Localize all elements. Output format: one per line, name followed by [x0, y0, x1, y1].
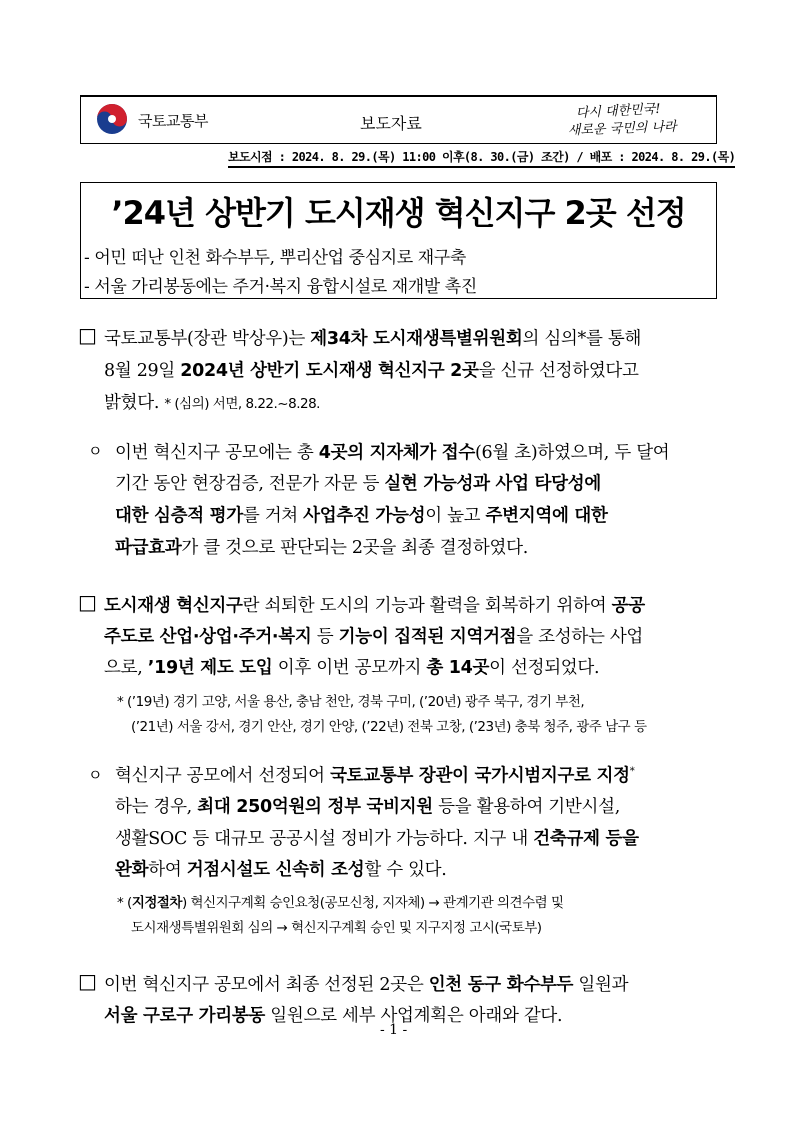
box-bullet: □ [78, 969, 97, 993]
page-number: - 1 - [380, 1022, 408, 1038]
para1-sub-line1: 이번 혁신지구 공모에는 총 4곳의 지자체가 접수(6월 초)하였으며, 두 달여 [115, 443, 670, 463]
slogan-handwriting [566, 99, 716, 139]
ministry-logo-icon [96, 103, 128, 135]
para1-sub-line4: 파급효과가 클 것으로 판단되는 2곳을 최종 결정하였다. [115, 538, 528, 558]
doc-type: 보도자료 [360, 114, 422, 133]
para1-sub-line2: 기간 동안 현장검증, 전문가 자문 등 실현 가능성과 사업 타당성에 [115, 474, 601, 494]
para2-line2: 주도로 산업·상업·주거·복지 등 기능이 집적된 지역거점을 조성하는 사업 [104, 627, 644, 647]
para1-line2: 8월 29일 2024년 상반기 도시재생 혁신지구 2곳을 신규 선정하였다고 [104, 361, 639, 381]
svg-text:다시 대한민국!: 다시 대한민국! [575, 101, 661, 122]
circle-bullet: ㅇ [88, 442, 103, 460]
para2-line1: 도시재생 혁신지구란 쇠퇴한 도시의 기능과 활력을 회복하기 위하여 공공 [104, 596, 645, 616]
para1-sub-line3: 대한 심층적 평가를 거쳐 사업추진 가능성이 높고 주변지역에 대한 [115, 506, 608, 526]
subtitle-2: - 서울 가리봉동에는 주거·복지 융합시설로 재개발 촉진 [84, 277, 477, 297]
circle-bullet: ㅇ [88, 766, 103, 784]
subtitle-1: - 어민 떠난 인천 화수부두, 뿌리산업 중심지로 재구축 [84, 248, 466, 268]
para3-line2: 서울 구로구 가리봉동 일원으로 세부 사업계획은 아래와 같다. [104, 1006, 563, 1026]
box-bullet: □ [78, 323, 97, 347]
para2-line3: 으로, ’19년 제도 도입 이후 이번 공모까지 총 14곳이 선정되었다. [104, 658, 600, 678]
para2-sub-line2: 하는 경우, 최대 250억원의 정부 국비지원 등을 활용하여 기반시설, [115, 797, 620, 817]
para3-line1: 이번 혁신지구 공모에서 최종 선정된 2곳은 인천 동구 화수부두 일원과 [104, 975, 629, 995]
box-bullet: □ [78, 590, 97, 614]
svg-text:새로운 국민의 나라: 새로운 국민의 나라 [567, 119, 677, 139]
para1-line1: 국토교통부(장관 박상우)는 제34차 도시재생특별위원회의 심의*를 통해 [104, 329, 642, 349]
para2-sub-line4: 완화하여 거점시설도 신속히 조성할 수 있다. [115, 860, 447, 880]
para2-sub-line1: 혁신지구 공모에서 선정되어 국토교통부 장관이 국가시범지구로 지정* [115, 766, 635, 786]
page-title: ’24년 상반기 도시재생 혁신지구 2곳 선정 [111, 194, 686, 232]
para1-line3: 밝혔다. * (심의) 서면, 8.22.~8.28. [104, 393, 320, 413]
para2-sub-note2: 도시재생특별위원회 심의 → 혁신지구계획 승인 및 지구지정 고시(국토부) [131, 920, 542, 936]
para2-note1: * (’19년) 경기 고양, 서울 용산, 충남 천안, 경북 구미, (’20년) 광주 북구, 경기 부천, [117, 694, 585, 710]
para2-sub-line3: 생활SOC 등 대규모 공공시설 정비가 가능하다. 지구 내 건축규제 등을 [115, 829, 639, 849]
embargo-line: 보도시점 : 2024. 8. 29.(목) 11:00 이후(8. 30.(금) 조간) / 배포 : 2024. 8. 29.(목) [228, 148, 735, 168]
para2-note2: (’21년) 서울 강서, 경기 안산, 경기 안양, (’22년) 전북 고창, (’23년) 충북 청주, 광주 남구 등 [131, 719, 647, 735]
ministry-name: 국토교통부 [138, 112, 208, 130]
para2-sub-note1: * (지정절차) 혁신지구계획 승인요청(공모신청, 지자체) → 관계기관 의견수렴 및 [117, 895, 564, 911]
